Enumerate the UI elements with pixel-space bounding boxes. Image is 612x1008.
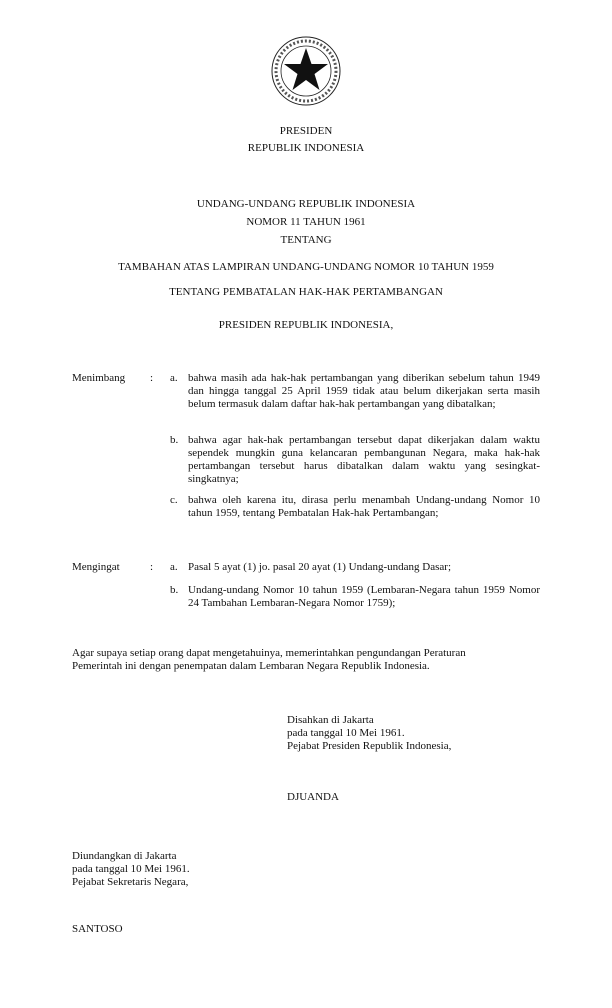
mengingat-b-text: Undang-undang Nomor 10 tahun 1959 (Lembaran-Negara tahun 1959 Nomor 24 Tambahan Lembaran-Negara Nomor 1759);: [188, 584, 540, 609]
sig2-name: SANTOSO: [72, 923, 123, 935]
sig2-date: pada tanggal 10 Mei 1961.: [72, 863, 190, 875]
title-line-3: TENTANG: [280, 234, 332, 246]
mengingat-b-letter: b.: [170, 584, 179, 596]
sig1-date: pada tanggal 10 Mei 1961.: [287, 727, 405, 739]
header-republik: REPUBLIK INDONESIA: [247, 142, 365, 154]
menimbang-colon: :: [150, 372, 154, 384]
menimbang-c-letter: c.: [170, 494, 178, 506]
sig1-place: Disahkan di Jakarta: [287, 714, 374, 726]
mengingat-a-letter: a.: [170, 561, 178, 573]
mengingat-label: Mengingat: [72, 561, 120, 573]
title-line-5: TENTANG PEMBATALAN HAK-HAK PERTAMBANGAN: [169, 286, 443, 298]
sig1-name: DJUANDA: [287, 791, 339, 803]
menimbang-label: Menimbang: [72, 372, 126, 384]
title-line-4: TAMBAHAN ATAS LAMPIRAN UNDANG-UNDANG NOMOR 10 TAHUN 1959: [118, 261, 494, 273]
menimbang-b-text: bahwa agar hak-hak pertambangan tersebut dapat dikerjakan dalam waktu sependek mungkin guna kelancaran pembangunan Negara, maka hak-hak pertambangan tersebut harus dibatalkan dalam waktu yang sesingkat-singkatnya;: [188, 434, 540, 485]
menimbang-c-text: bahwa oleh karena itu, dirasa perlu menambah Undang-undang Nomor 10 tahun 1959, tentang Pembatalan Hak-hak Pertambangan;: [188, 494, 540, 519]
sig2-title: Pejabat Sekretaris Negara,: [72, 876, 189, 888]
menimbang-a-letter: a.: [170, 372, 178, 384]
preamble: PRESIDEN REPUBLIK INDONESIA,: [218, 319, 394, 331]
title-line-1: UNDANG-UNDANG REPUBLIK INDONESIA: [196, 198, 416, 210]
closing-paragraph: Agar supaya setiap orang dapat mengetahuinya, memerintahkan pengundangan Peraturan Pemerintah ini dengan penempatan dalam Lembaran Negara Republik Indonesia.: [72, 647, 466, 672]
menimbang-a-text: bahwa masih ada hak-hak pertambangan yang diberikan sebelum tahun 1949 dan hingga tanggal 25 April 1959 tidak atau belum dikerjakan serta masih belum termasuk dalam daftar hak-hak pertambangan yang dibatalkan;: [188, 372, 540, 410]
mengingat-colon: :: [150, 561, 154, 573]
mengingat-a-text: Pasal 5 ayat (1) jo. pasal 20 ayat (1) Undang-undang Dasar;: [188, 561, 452, 573]
presidential-seal-icon: [268, 33, 344, 109]
menimbang-b-letter: b.: [170, 434, 179, 446]
sig1-title: Pejabat Presiden Republik Indonesia,: [287, 740, 452, 752]
header-presiden: PRESIDEN: [279, 125, 333, 137]
sig2-place: Diundangkan di Jakarta: [72, 850, 177, 862]
title-line-2: NOMOR 11 TAHUN 1961: [246, 216, 366, 228]
